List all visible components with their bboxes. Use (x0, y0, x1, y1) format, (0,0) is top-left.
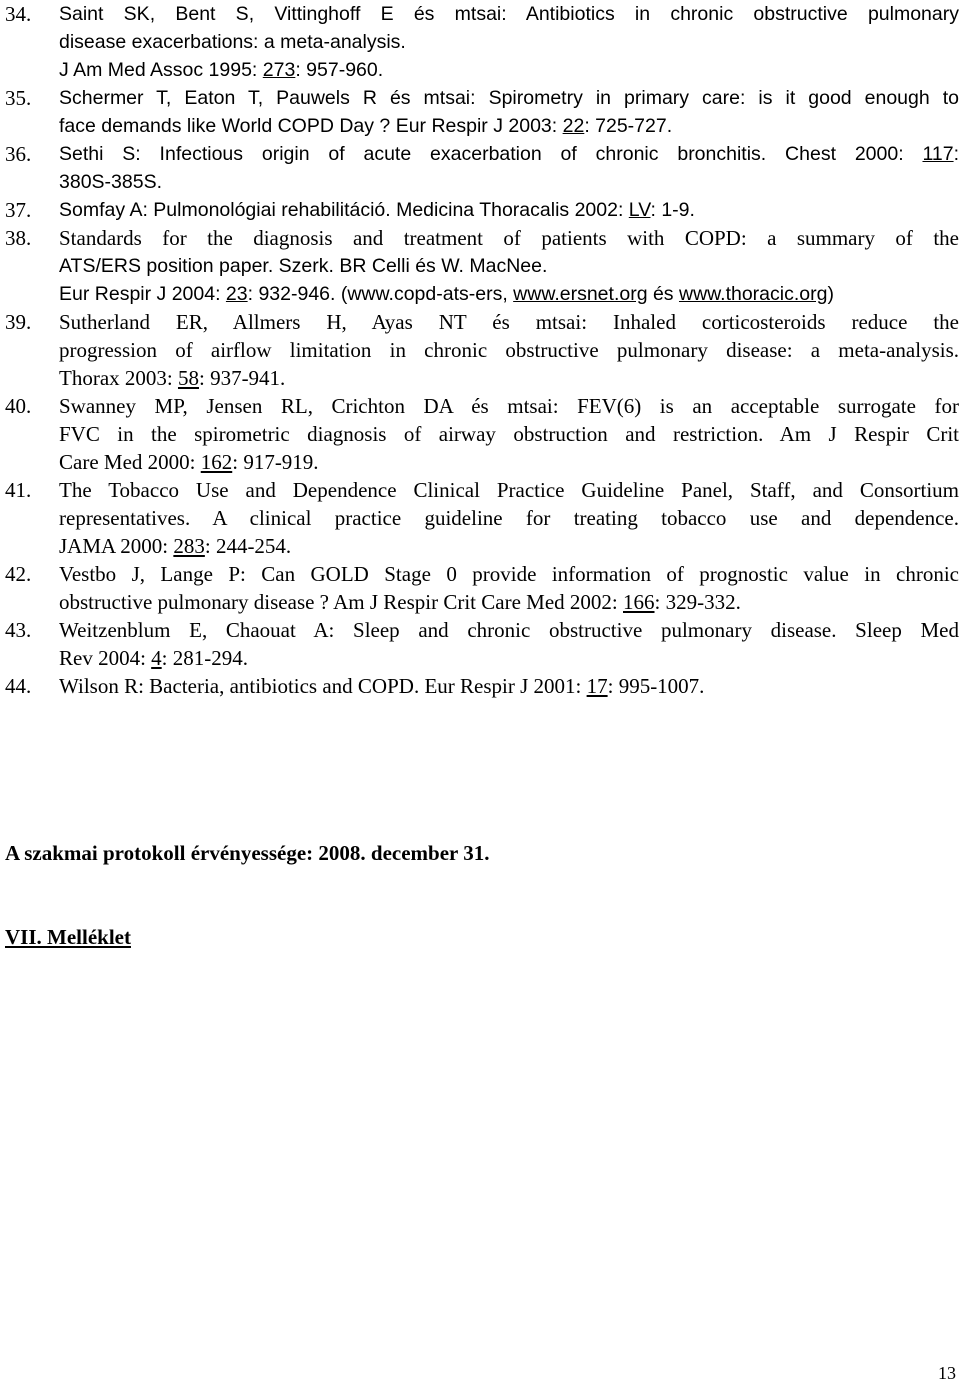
reference-number: 42. (5, 562, 32, 586)
reference-line (59, 168, 959, 196)
reference-segment: : 932-946. (www.copd-ats-ers, (247, 283, 514, 305)
page-number: 13 (938, 1363, 956, 1383)
reference-line (59, 56, 959, 84)
volume-number: 166 (623, 590, 655, 614)
reference-segment: J Am Med Assoc 1995: (59, 59, 263, 81)
reference-segment: : 995-1007. (607, 674, 705, 698)
reference-segment: Wilson R: Bacteria, antibiotics and COPD. Eur Respir J 2001: (59, 674, 587, 698)
reference-segment: Care Med 2000: (59, 450, 201, 474)
reference-segment: Thorax 2003: (59, 366, 178, 390)
reference-line (59, 364, 959, 392)
reference-segment: progression of airflow limitation in chronic obstructive pulmonary disease: a meta-analysis. (59, 338, 959, 362)
reference-line (59, 252, 959, 280)
reference-segment: Saint SK, Bent S, Vittinghoff E és mtsai: Antibiotics in chronic obstructive pulmonary (59, 3, 959, 25)
volume-number: LV (628, 199, 651, 221)
reference-line (59, 0, 959, 28)
reference-line (59, 224, 959, 252)
validity-statement: A szakmai protokoll érvényessége: 2008. december 31. (5, 841, 490, 865)
reference-text (59, 672, 959, 700)
reference-segment: : 937-941. (198, 366, 286, 390)
reference-segment: Somfay A: Pulmonológiai rehabilitáció. Medicina Thoracalis 2002: (59, 199, 629, 221)
reference-segment: face demands like World COPD Day ? Eur Respir J 2003: (59, 115, 563, 137)
volume-number: 22 (562, 115, 585, 137)
reference-line (59, 560, 959, 588)
reference-segment: ) (827, 283, 834, 305)
reference-line (59, 504, 959, 532)
reference-line (59, 420, 959, 448)
reference-text (59, 476, 959, 560)
reference-text (59, 84, 959, 140)
reference-segment: Eur Respir J 2004: (59, 283, 226, 305)
reference-number: 44. (5, 674, 32, 698)
reference-segment: : 244-254. (204, 534, 292, 558)
reference-line (59, 112, 959, 140)
reference-segment: FVC in the spirometric diagnosis of airway obstruction and restriction. Am J Respir Crit (59, 422, 959, 446)
reference-line (59, 336, 959, 364)
reference-segment: : 281-294. (161, 646, 248, 670)
reference-line (59, 616, 959, 644)
reference-segment: Sethi S: Infectious origin of acute exacerbation of chronic bronchitis. Chest 2000: (59, 143, 923, 165)
reference-segment: Weitzenblum E, Chaouat A: Sleep and chronic obstructive pulmonary disease. Sleep Med (59, 618, 959, 642)
reference-text (59, 224, 959, 308)
reference-number: 39. (5, 310, 32, 334)
reference-segment: : 329-332. (654, 590, 741, 614)
reference-line (59, 644, 959, 672)
reference-segment: : 917-919. (232, 450, 319, 474)
reference-line (59, 84, 959, 112)
reference-line (59, 532, 959, 560)
reference-segment: disease exacerbations: a meta-analysis. (59, 31, 406, 53)
reference-line (59, 392, 959, 420)
reference-segment: : 957-960. (295, 59, 384, 81)
reference-line (59, 588, 959, 616)
reference-segment: The Tobacco Use and Dependence Clinical Practice Guideline Panel, Staff, and Consortium (59, 478, 959, 502)
reference-segment: Rev 2004: (59, 646, 152, 670)
reference-segment: Schermer T, Eaton T, Pauwels R és mtsai: Spirometry in primary care: is it good enough to (59, 87, 959, 109)
reference-line (59, 448, 959, 476)
volume-number: 117 (922, 143, 954, 165)
reference-segment: Sutherland ER, Allmers H, Ayas NT és mtsai: Inhaled corticosteroids reduce the (59, 310, 959, 334)
volume-number: 58 (177, 366, 199, 390)
reference-text (59, 140, 959, 196)
reference-segment: : 725-727. (584, 115, 673, 137)
reference-segment: Vestbo J, Lange P: Can GOLD Stage 0 provide information of prognostic value in chronic (59, 562, 959, 586)
reference-number: 38. (5, 226, 32, 250)
reference-line (59, 196, 959, 224)
reference-text (59, 616, 959, 672)
reference-line (59, 672, 959, 700)
volume-number: 283 (173, 534, 205, 558)
reference-text (59, 392, 959, 476)
reference-link[interactable]: www.thoracic.org (678, 283, 828, 305)
reference-segment: representatives. A clinical practice guideline for treating tobacco use and dependence. (59, 506, 959, 530)
reference-segment: ATS/ERS position paper. Szerk. BR Celli és W. MacNee. (59, 255, 548, 277)
reference-number: 35. (5, 86, 32, 110)
reference-line (59, 140, 959, 168)
volume-number: 23 (225, 283, 248, 305)
reference-line (59, 308, 959, 336)
reference-line (59, 28, 959, 56)
reference-text (59, 560, 959, 616)
reference-segment: Standards for the diagnosis and treatment of patients with COPD: a summary of the (59, 226, 959, 250)
reference-text (59, 0, 959, 84)
reference-number: 36. (5, 142, 32, 166)
appendix-heading: VII. Melléklet (5, 925, 131, 949)
volume-number: 17 (586, 674, 608, 698)
reference-segment: JAMA 2000: (59, 534, 174, 558)
reference-segment: Swanney MP, Jensen RL, Crichton DA és mtsai: FEV(6) is an acceptable surrogate for (59, 394, 959, 418)
volume-number: 4 (151, 646, 162, 670)
reference-segment: obstructive pulmonary disease ? Am J Respir Crit Care Med 2002: (59, 590, 623, 614)
reference-number: 34. (5, 2, 32, 26)
reference-segment: 380S-385S. (59, 171, 162, 193)
reference-number: 37. (5, 198, 32, 222)
reference-line (59, 476, 959, 504)
reference-line (59, 280, 959, 308)
reference-segment: : (953, 143, 959, 165)
volume-number: 162 (200, 450, 233, 474)
reference-number: 40. (5, 394, 32, 418)
reference-segment: és (647, 283, 679, 305)
reference-segment: : 1-9. (650, 199, 695, 221)
reference-text (59, 308, 959, 392)
reference-number: 43. (5, 618, 32, 642)
volume-number: 273 (262, 59, 296, 81)
reference-number: 41. (5, 478, 32, 502)
reference-text (59, 196, 959, 224)
reference-link[interactable]: www.ersnet.org (513, 283, 648, 305)
